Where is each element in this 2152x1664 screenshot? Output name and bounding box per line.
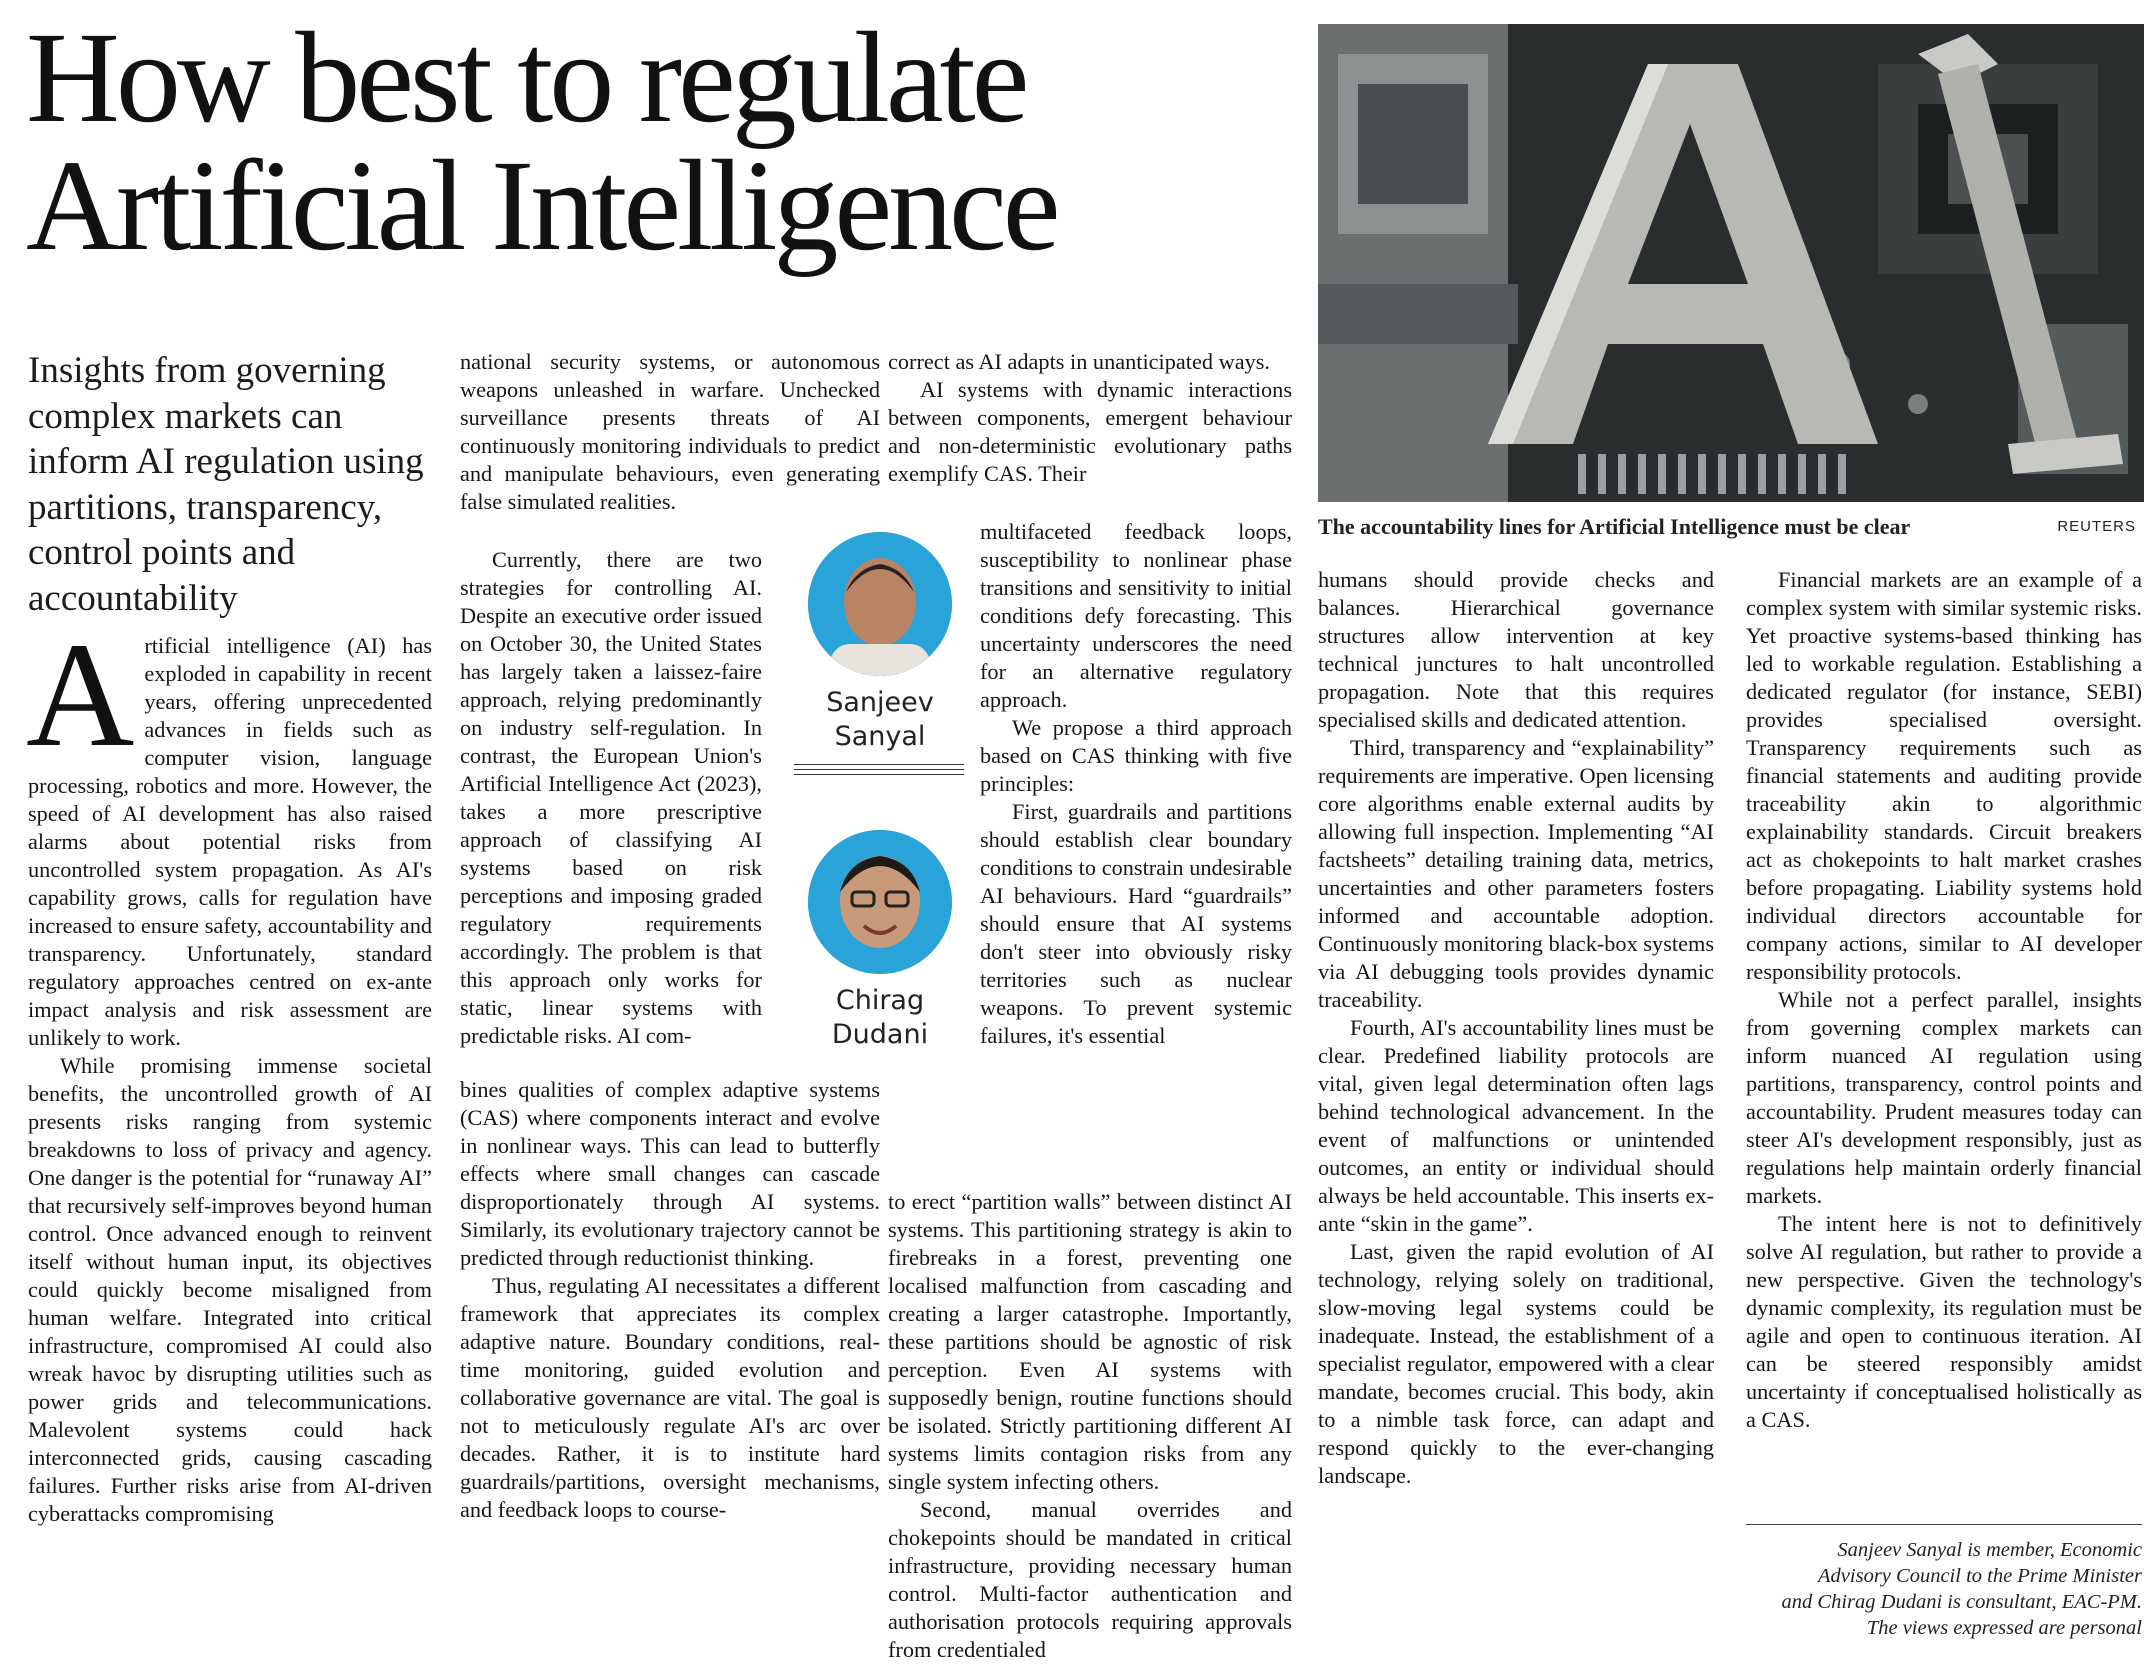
paragraph: correct as AI adapts in unanticipated ways.	[888, 349, 1271, 374]
paragraph: national security systems, or autonomous weapons unleashed in warfare. Unchecked surveillance presents threats of AI continuously monitoring individuals to predict and manipulate behaviours, even generating false simulated realities.	[460, 349, 880, 514]
column-5	[1746, 566, 2142, 1434]
paragraph: AI systems with dynamic interactions between components, emergent behaviour and non-deterministic evolutionary paths exemplify CAS. Their	[888, 377, 1292, 486]
photo-caption	[1318, 512, 2144, 542]
bio-line: Sanjeev Sanyal is member, Economic	[1837, 1539, 2142, 1561]
bio-line: and Chirag Dudani is consultant, EAC-PM.	[1781, 1591, 2142, 1613]
column-4	[1318, 566, 1714, 1490]
paragraph: Last, given the rapid evolution of AI technology, relying solely on traditional, slow-moving legal systems could be inadequate. Instead, the establishment of a specialist regulator, empowered with a clear mandate, becomes crucial. This body, akin to a nimble task force, can adapt and respond quickly to the ever-changing landscape.	[1318, 1239, 1714, 1488]
author-portrait	[808, 830, 952, 974]
author-first-name: Chirag	[835, 985, 925, 1016]
author-bio	[1746, 1524, 2142, 1641]
paragraph: bines qualities of complex adaptive systems (CAS) where components interact and evolve in nonlinear ways. This can lead to butterfly effects where small changes can cascade disproportionately through AI systems. Similarly, its evolutionary trajectory cannot be predicted through reductionist thinking.	[460, 1077, 880, 1270]
headline-line-2: Artificial Intelligence	[26, 134, 1057, 278]
paragraph: Financial markets are an example of a complex system with similar systemic risks. Yet proactive systems-based thinking has led to workable regulation. Establishing a dedicated regulator (for instance, SEBI) provides specialised oversight. Transparency requirements such as financial statements and auditing provide traceability akin to algorithmic explainability standards. Circuit breakers act as chokepoints to halt market crashes before propagating. Liability systems hold individual directors accountable for company actions, similar to AI developer responsibility protocols.	[1746, 567, 2142, 984]
author-portrait	[808, 532, 952, 676]
paragraph: The intent here is not to definitively solve AI regulation, but rather to provide a new perspective. Given the technology's dynamic complexity, its regulation must be agile and open to continuous iteration. AI can be steered responsibly amidst uncertainty if conceptualised holistically as a CAS.	[1746, 1211, 2142, 1432]
author-last-name: Dudani	[831, 1019, 929, 1050]
paragraph: Third, transparency and “explainability” requirements are imperative. Open licensing core algorithms enable external audits by allowing full inspection. Implementing “AI factsheets” detailing training data, metrics, uncertainties and other parameters fosters informed and accountable adoption. Continuously monitoring black-box systems via AI debugging tools provides dynamic traceability.	[1318, 735, 1714, 1012]
paragraph: Second, manual overrides and chokepoints should be mandated in critical infrastructure, providing necessary human control. Multi-factor authentication and authorisation protocols requiring approvals from credentialed	[888, 1497, 1292, 1662]
paragraph: Currently, there are two strategies for controlling AI. Despite an executive order issued on October 30, the United States has largely taken a laissez-faire approach, relying predominantly on industry self-regulation. In contrast, the European Union's Artificial Intelligence Act (2023), takes a more prescriptive approach of classifying AI systems based on risk perceptions and imposing graded regulatory requirements accordingly. The problem is that this approach only works for static, linear systems with predictable risks. AI com-	[460, 547, 762, 1048]
author-chirag-dudani	[794, 830, 966, 1052]
author-divider	[794, 764, 964, 779]
paragraph: to erect “partition walls” between distinct AI systems. This partitioning strategy is akin to firebreaks in a forest, preventing one localised malfunction from cascading and creating a larger catastrophe. Importantly, these partitions should be agnostic of risk perception. Even AI systems with supposedly benign, routine functions should be isolated. Strictly partitioning different AI systems limits contagion risks from any single system infecting others.	[888, 1189, 1292, 1494]
paragraph: rtificial intelligence (AI) has exploded in capability in recent years, offering unprecedented advances in fields such as computer vision, language processing, robotics and more. However, the speed of AI development has also raised alarms about potential risks from uncontrolled system propagation. As AI's capability grows, calls for regulation have increased to ensure safety, accountability and transparency. Unfortunately, standard regulatory approaches centred on ex-ante impact analysis and risk assessment are unlikely to work.	[28, 633, 432, 1050]
bio-line: Advisory Council to the Prime Minister	[1818, 1565, 2142, 1587]
column-1	[26, 612, 432, 1528]
author-sanjeev-sanyal	[794, 532, 966, 754]
column-2-narrow	[460, 546, 762, 1050]
column-3-top	[888, 348, 1292, 488]
bio-line: The views expressed are personal	[1866, 1617, 2142, 1639]
paragraph: While not a perfect parallel, insights from governing complex markets can inform nuanced AI regulation using partitions, transparency, control points and accountability. Prudent measures today can steer AI's development responsibly, just as regulations help maintain orderly financial markets.	[1746, 987, 2142, 1208]
paragraph: First, guardrails and partitions should establish clear boundary conditions to constrain undesirable AI behaviours. Hard “guardrails” should ensure that AI systems don't steer into obviously risky territories such as nuclear weapons. To prevent systemic failures, it's essential	[980, 799, 1292, 1048]
column-2-top	[460, 348, 880, 516]
paragraph: Fourth, AI's accountability lines must be clear. Predefined liability protocols are vital, given legal determination often lags behind technological advancement. In the event of malfunctions or unintended outcomes, an entity or individual should always be held accountable. This inserts ex-ante “skin in the game”.	[1318, 1015, 1714, 1236]
ai-letters-photo	[1318, 24, 2144, 502]
headline	[26, 6, 1316, 278]
column-2-bottom	[460, 1076, 880, 1524]
paragraph: While promising immense societal benefits, the uncontrolled growth of AI presents risks ranging from systemic breakdowns to loss of privacy and agency. One danger is the potential for “runaway AI” that recursively self-improves beyond human control. Once advanced enough to reinvent itself without human input, its objectives could quickly become misaligned from human welfare. Integrated into critical infrastructure, compromised AI could also wreak havoc by disrupting utilities such as power grids and telecommunications. Malevolent systems could hack interconnected grids, causing cascading failures. Further risks arise from AI-driven cyberattacks compromising	[28, 1053, 432, 1526]
deck-summary: Insights from governing complex markets can inform AI regulation using partitions, transparency, control points and accountability	[28, 350, 424, 619]
paragraph: humans should provide checks and balances. Hierarchical governance structures allow intervention at key technical junctures to halt uncontrolled propagation. Note that this requires specialised skills and dedicated attention.	[1318, 567, 1714, 732]
paragraph: multifaceted feedback loops, susceptibility to nonlinear phase transitions and sensitivity to initial conditions defy forecasting. This uncertainty underscores the need for an alternative regulatory approach.	[980, 519, 1292, 712]
photo-credit: REUTERS	[2057, 518, 2136, 535]
column-3-narrow	[980, 518, 1292, 1050]
paragraph: We propose a third approach based on CAS thinking with five principles:	[980, 715, 1292, 796]
caption-text: The accountability lines for Artificial Intelligence must be clear	[1318, 514, 1911, 539]
author-first-name: Sanjeev	[826, 687, 934, 718]
column-3-bottom	[888, 1188, 1292, 1664]
paragraph: Thus, regulating AI necessitates a different framework that appreciates its complex adaptive nature. Boundary conditions, real-time monitoring, guided evolution and collaborative governance are vital. The goal is not to meticulously regulate AI's arc over decades. Rather, it is to institute hard guardrails/partitions, oversight mechanisms, and feedback loops to course-	[460, 1273, 880, 1522]
headline-line-1: How best to regulate	[26, 6, 1026, 150]
drop-cap: A	[26, 612, 135, 778]
author-last-name: Sanyal	[834, 721, 926, 752]
